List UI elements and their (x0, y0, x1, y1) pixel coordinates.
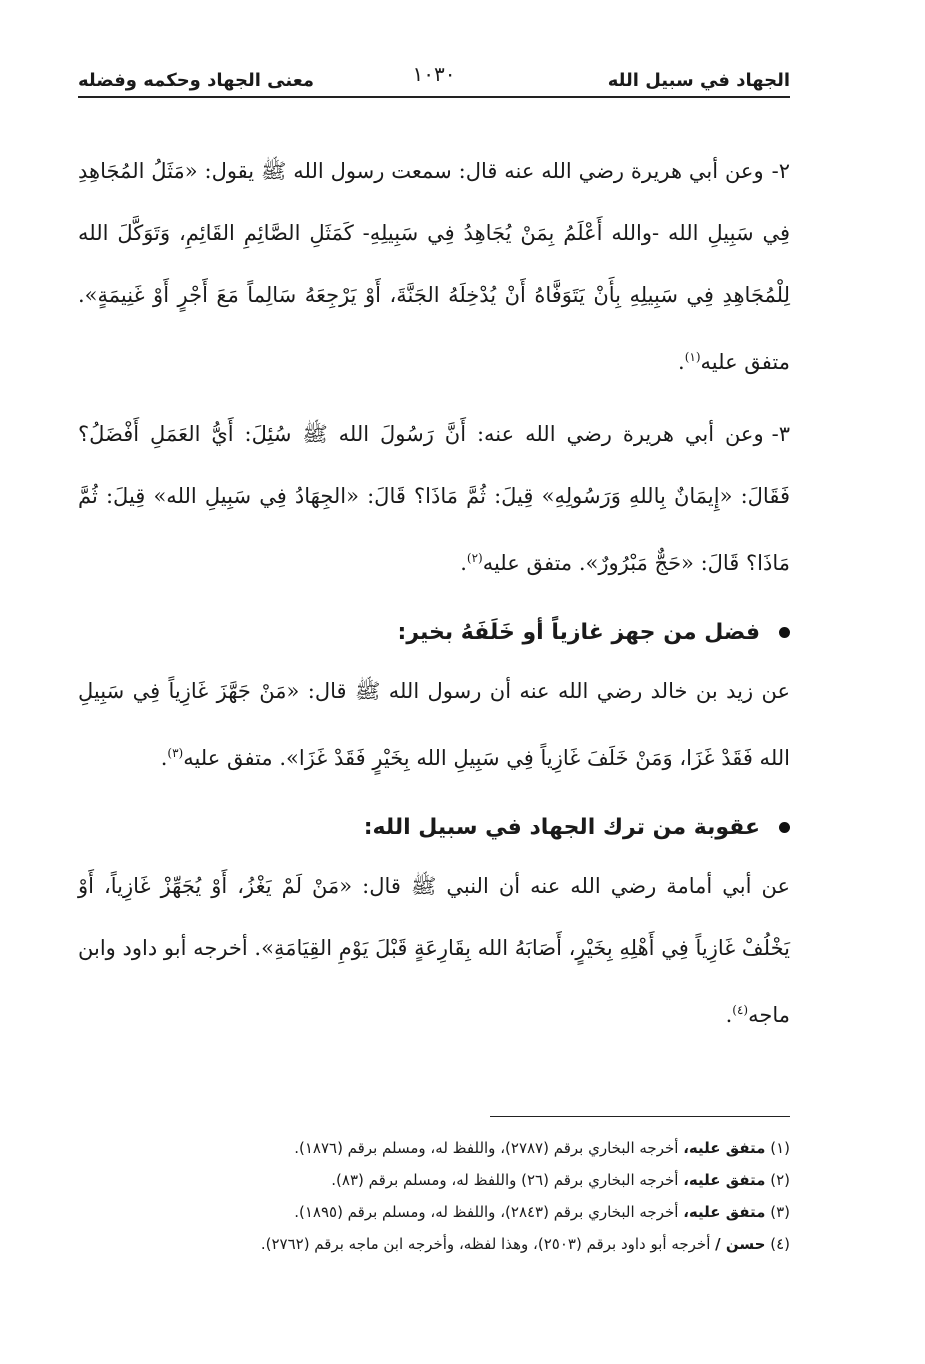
paragraph-text: وعن أبي هريرة رضي الله عنه: أَنَّ رَسُولَ الله ﷺ سُئِلَ: أَيُّ العَمَلِ أَفْضَلُ؟ فَقَالَ: «إِيمَانٌ بِاللهِ وَرَسُولِهِ» قِيلَ: ثُمَّ مَاذَا؟ قَالَ: «الجِهَادُ فِي سَبِيلِ الله» قِيلَ: ثُمَّ مَاذَا؟ قَالَ: «حَجٌّ مَبْرُورٌ». متفق عليه (78, 422, 790, 575)
hadith-paragraph: ٣-وعن أبي هريرة رضي الله عنه: أَنَّ رَسُولَ الله ﷺ سُئِلَ: أَيُّ العَمَلِ أَفْضَلُ؟ فَقَالَ: «إِيمَانٌ بِاللهِ وَرَسُولِهِ» قِيلَ: ثُمَّ مَاذَا؟ قَالَ: «الجِهَادُ فِي سَبِيلِ الله» قِيلَ: ثُمَّ مَاذَا؟ قَالَ: «حَجٌّ مَبْرُورٌ». متفق عليه$^{(٢)}$. (78, 403, 790, 594)
bullet-icon (779, 822, 790, 833)
section-heading-text: فضل من جهز غازياً أو خَلَفَهُ بخير: (397, 620, 760, 645)
footnote-label: متفق عليه، (683, 1171, 766, 1189)
footnote-text: أخرجه البخاري برقم (٢٨٤٣)، واللفظ له، ومسلم برقم (١٨٩٥). (294, 1203, 684, 1221)
footnote-label: متفق عليه، (683, 1203, 766, 1221)
footnote-item (120, 1228, 790, 1260)
footnote-item (120, 1132, 790, 1164)
footnotes (120, 1132, 790, 1260)
footnote-number: (٤) (770, 1235, 790, 1253)
footnote-label: حسن / (715, 1235, 766, 1253)
running-header (78, 60, 790, 98)
footnote-divider (490, 1116, 790, 1117)
chapter-title: معنى الجهاد وحكمه وفضله (78, 70, 315, 91)
paragraph-text: وعن أبي هريرة رضي الله عنه قال: سمعت رسول الله ﷺ يقول: «مَثَلُ المُجَاهِدِ فِي سَبِيلِ الله -والله أَعْلَمُ بِمَنْ يُجَاهِدُ فِي سَبِيلِهِ- كَمَثَلِ الصَّائِمِ القَائِمِ، وَتَوَكَّلَ الله لِلْمُجَاهِدِ فِي سَبِيلِهِ بِأَنْ يَتَوَفَّاهُ أَنْ يُدْخِلَهُ الجَنَّةَ، أَوْ يَرْجِعَهُ سَالِماً مَعَ أَجْرٍ أَوْ غَنِيمَةٍ». متفق عليه (78, 159, 790, 374)
footnote-item (120, 1196, 790, 1228)
footnote-item (120, 1164, 790, 1196)
footnote-number: (٣) (770, 1203, 790, 1221)
main-text (78, 140, 790, 1056)
section-heading-text: عقوبة من ترك الجهاد في سبيل الله: (363, 815, 760, 840)
footnote-ref[interactable]: (٣) (167, 746, 184, 760)
bullet-icon (779, 627, 790, 638)
paragraph-text: عن زيد بن خالد رضي الله عنه أن رسول الله ﷺ قال: «مَنْ جَهَّزَ غَازِياً فِي سَبِيلِ الله فَقَدْ غَزَا، وَمَنْ خَلَفَ غَازِياً فِي سَبِيلِ الله بِخَيْرٍ فَقَدْ غَزَا». متفق عليه (78, 679, 790, 770)
section-heading (78, 608, 790, 658)
footnote-text: أخرجه أبو داود برقم (٢٥٠٣)، وهذا لفظه، وأخرجه ابن ماجه برقم (٢٧٦٢). (260, 1235, 716, 1253)
footnote-ref[interactable]: (٢) (466, 551, 483, 565)
footnote-ref[interactable]: (٤) (732, 1003, 749, 1017)
book-title: الجهاد في سبيل الله (607, 70, 790, 91)
paragraph-number: ٣- (771, 422, 790, 446)
footnote-text: أخرجه البخاري برقم (٢٧٨٧)، واللفظ له، ومسلم برقم (١٨٧٦). (294, 1139, 684, 1157)
footnote-number: (٢) (770, 1171, 790, 1189)
footnote-number: (١) (770, 1139, 790, 1157)
footnote-text: أخرجه البخاري برقم (٢٦) واللفظ له، ومسلم برقم (٨٣). (331, 1171, 684, 1189)
footnote-label: متفق عليه، (683, 1139, 766, 1157)
hadith-paragraph: ٢-وعن أبي هريرة رضي الله عنه قال: سمعت رسول الله ﷺ يقول: «مَثَلُ المُجَاهِدِ فِي سَبِيلِ الله -والله أَعْلَمُ بِمَنْ يُجَاهِدُ فِي سَبِيلِهِ- كَمَثَلِ الصَّائِمِ القَائِمِ، وَتَوَكَّلَ الله لِلْمُجَاهِدِ فِي سَبِيلِهِ بِأَنْ يَتَوَفَّاهُ أَنْ يُدْخِلَهُ الجَنَّةَ، أَوْ يَرْجِعَهُ سَالِماً مَعَ أَجْرٍ أَوْ غَنِيمَةٍ». متفق عليه$^{(١)}$. (78, 140, 790, 393)
section-paragraph: عن زيد بن خالد رضي الله عنه أن رسول الله ﷺ قال: «مَنْ جَهَّزَ غَازِياً فِي سَبِيلِ الله فَقَدْ غَزَا، وَمَنْ خَلَفَ غَازِياً فِي سَبِيلِ الله بِخَيْرٍ فَقَدْ غَزَا». متفق عليه$^{(٣)}$. (78, 679, 790, 770)
section-heading (78, 803, 790, 853)
paragraph-number: ٢- (771, 159, 790, 183)
paragraph-text: عن أبي أمامة رضي الله عنه أن النبي ﷺ قال: «مَنْ لَمْ يَغْزُ، أَوْ يُجَهِّزْ غَازِياً، أَوْ يَخْلُفْ غَازِياً فِي أَهْلِهِ بِخَيْرٍ، أَصَابَهُ الله بِقَارِعَةٍ قَبْلَ يَوْمِ القِيَامَةِ». أخرجه أبو داود وابن ماجه (78, 874, 790, 1027)
footnote-ref[interactable]: (١) (684, 350, 701, 364)
section-paragraph: عن أبي أمامة رضي الله عنه أن النبي ﷺ قال: «مَنْ لَمْ يَغْزُ، أَوْ يُجَهِّزْ غَازِياً، أَوْ يَخْلُفْ غَازِياً فِي أَهْلِهِ بِخَيْرٍ، أَصَابَهُ الله بِقَارِعَةٍ قَبْلَ يَوْمِ القِيَامَةِ». أخرجه أبو داود وابن ماجه$^{(٤)}$. (78, 874, 790, 1027)
page-number: ١٠٣٠ (412, 62, 456, 86)
